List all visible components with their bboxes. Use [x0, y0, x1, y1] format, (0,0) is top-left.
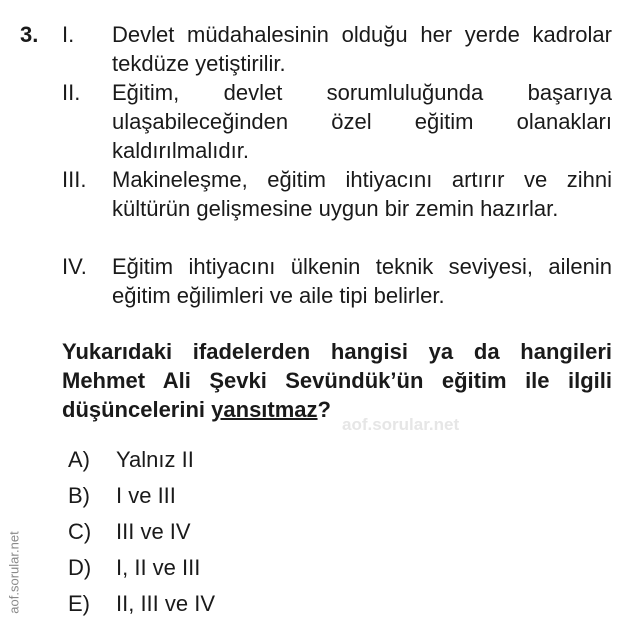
- statement-text: Eğitim ihtiyacını ülkenin teknik seviyesi, ailenin eğitim eğilimleri ve aile tipi belirler.: [112, 254, 612, 308]
- statement-roman: II.: [62, 80, 81, 105]
- statement-roman: I.: [62, 22, 75, 47]
- watermark-center: aof.sorular.net: [342, 415, 460, 434]
- statement-3: [62, 165, 612, 223]
- watermark-side: aof.sorular.net: [6, 531, 22, 614]
- stem-underlined-word: yansıtmaz: [211, 397, 318, 422]
- option-d[interactable]: [68, 554, 200, 582]
- option-b[interactable]: [68, 482, 176, 510]
- question-number: 3.: [20, 22, 39, 47]
- option-letter: D): [68, 555, 92, 580]
- option-text: Yalnız II: [116, 447, 194, 472]
- option-letter: C): [68, 519, 92, 544]
- statement-roman: IV.: [62, 254, 87, 279]
- statement-text: Eğitim, devlet sorumluluğunda başarıya ulaşabileceğinden özel eğitim olanakları kaldırılmalıdır.: [112, 80, 612, 163]
- option-text: III ve IV: [116, 519, 191, 544]
- option-letter: E): [68, 591, 90, 616]
- option-text: I ve III: [116, 483, 176, 508]
- option-letter: B): [68, 483, 90, 508]
- option-e[interactable]: [68, 590, 215, 618]
- statement-2: [62, 78, 612, 165]
- statement-text: Makineleşme, eğitim ihtiyacını artırır ve zihni kültürün gelişmesine uygun bir zemin hazırlar.: [112, 167, 612, 221]
- stem-question-mark: ?: [317, 397, 331, 422]
- option-a[interactable]: [68, 446, 194, 474]
- option-letter: A): [68, 447, 90, 472]
- option-text: II, III ve IV: [116, 591, 216, 616]
- option-c[interactable]: [68, 518, 191, 546]
- statement-1: [62, 20, 612, 78]
- stem-text: Yukarıdaki ifadelerden hangisi ya da hangileri Mehmet Ali Şevki Sevündük’ün eğitim ile ilgili düşüncelerini: [62, 339, 612, 422]
- statement-text: Devlet müdahalesinin olduğu her yerde kadrolar tekdüze yetiştirilir.: [112, 22, 612, 76]
- statement-roman: III.: [62, 167, 87, 192]
- question-stem: [62, 337, 612, 424]
- statement-4: [62, 252, 612, 310]
- option-text: I, II ve III: [116, 555, 201, 580]
